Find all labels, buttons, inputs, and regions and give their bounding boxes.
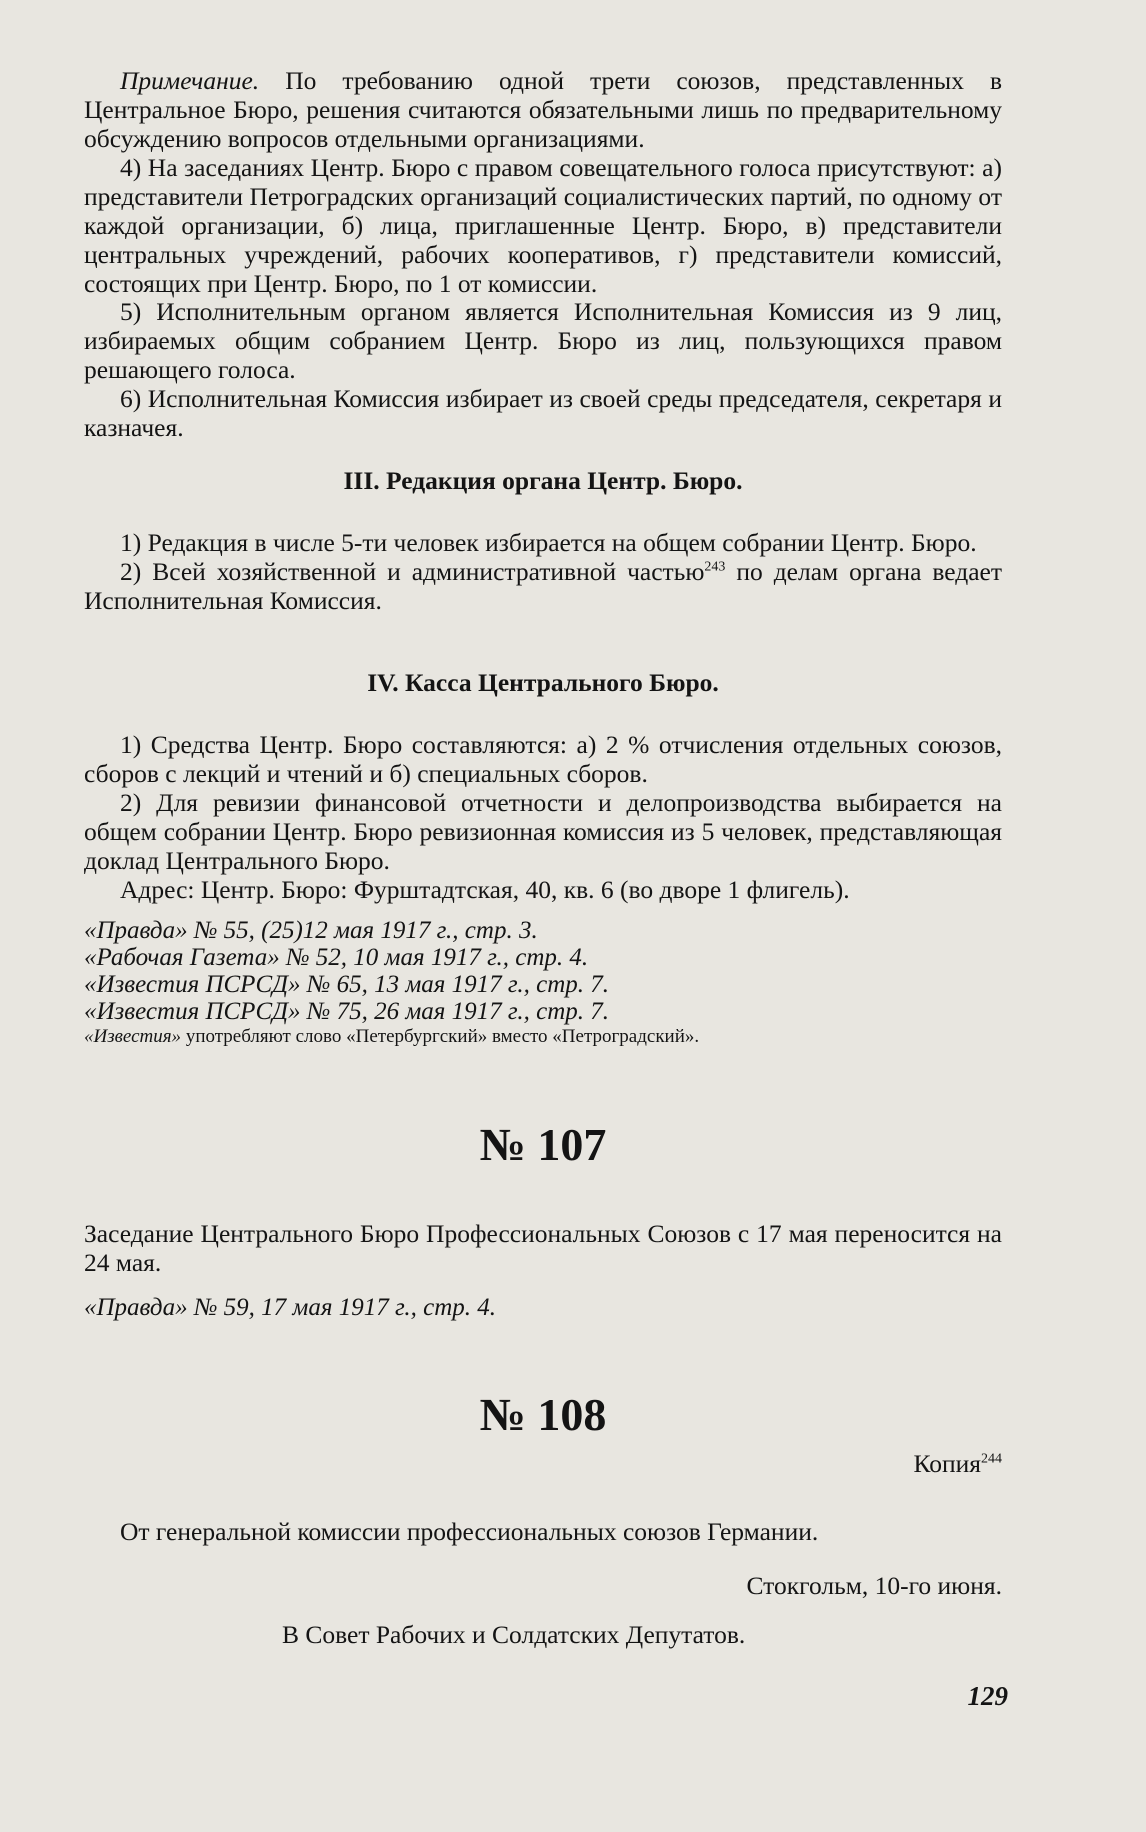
source-line: «Известия ПСРСД» № 65, 13 мая 1917 г., стр. 7. bbox=[84, 971, 609, 998]
place-date: Стокгольм, 10-го июня. bbox=[746, 1571, 1002, 1600]
source-line: «Известия ПСРСД» № 75, 26 мая 1917 г., стр. 7. bbox=[84, 998, 609, 1025]
source-line: «Правда» № 55, (25)12 мая 1917 г., стр. 3. bbox=[84, 917, 538, 944]
page-number: 129 bbox=[967, 1681, 1008, 1711]
doc-108-copy bbox=[84, 1449, 1002, 1478]
section-3-item-1: 1) Редакция в числе 5-ти человек избирается на общем собрании Центр. Бюро. bbox=[120, 528, 977, 557]
doc-107-text: Заседание Центрального Бюро Профессиональных Союзов с 17 мая переносится на 24 мая. bbox=[84, 1219, 1002, 1277]
item-6: 6) Исполнительная Комиссия избирает из своей среды председателя, секретаря и казначея. bbox=[84, 384, 1002, 442]
doc-108-place bbox=[84, 1571, 1002, 1600]
source-note: «Известия» употребляют слово «Петербургский» вместо «Петроградский». bbox=[84, 1026, 700, 1047]
section-3-body bbox=[84, 528, 1002, 615]
section-3-item-2: 2) Всей хозяйственной и административной частью$^{243}$ по делам органа ведает Исполнительная Комиссия. bbox=[84, 557, 1002, 615]
doc-107-source-line: «Правда» № 59, 17 мая 1917 г., стр. 4. bbox=[84, 1294, 497, 1321]
doc-107-body bbox=[84, 1219, 1002, 1277]
doc-108 bbox=[84, 1390, 1002, 1440]
address-line: Адрес: Центр. Бюро: Фурштадтская, 40, кв. 6 (во дворе 1 флигель). bbox=[120, 875, 850, 904]
doc-107-number: № 107 bbox=[479, 1119, 607, 1170]
item-4: 4) На заседаниях Центр. Бюро с правом совещательного голоса присутствуют: а) представители Петроградских организаций социалистических партий, по одному от каждой организации, б) лица, приглашенные Центр. Бюро, в) представители центральных учреждений, рабочих кооперативов, г) представители комиссий, состоящих при Центр. Бюро, по 1 от комиссии. bbox=[84, 153, 1002, 298]
sources-block bbox=[84, 917, 1002, 1049]
section-4-body bbox=[84, 730, 1002, 904]
section-4-item-1: 1) Средства Центр. Бюро составляются: а) 2 % отчисления отдельных союзов, сборов с лекций и чтений и б) специальных сборов. bbox=[84, 730, 1002, 788]
items-top-5 bbox=[84, 297, 1002, 384]
doc-107 bbox=[84, 1120, 1002, 1170]
section-4-item-2: 2) Для ревизии финансовой отчетности и делопроизводства выбирается на общем собрании Центр. Бюро ревизионная комиссия из 5 человек, представляющая доклад Центрального Бюро. bbox=[84, 788, 1002, 875]
doc-108-number: № 108 bbox=[479, 1389, 607, 1440]
item-5: 5) Исполнительным органом является Исполнительная Комиссия из 9 лиц, избираемых общим собранием Центр. Бюро из лиц, пользующихся правом решающего голоса. bbox=[84, 297, 1002, 384]
note-text: По требованию одной трети союзов, представленных в Центральное Бюро, решения считаются обязательными лишь по предварительному обсуждению вопросов отдельными организациями. bbox=[84, 66, 1002, 153]
note-block bbox=[84, 66, 1002, 153]
from-line: От генеральной комиссии профессиональных союзов Германии. bbox=[120, 1517, 819, 1546]
items-top bbox=[84, 153, 1002, 298]
note-paragraph bbox=[84, 66, 1002, 153]
doc-108-to bbox=[282, 1620, 922, 1649]
source-line: «Рабочая Газета» № 52, 10 мая 1917 г., стр. 4. bbox=[84, 944, 589, 971]
doc-107-source bbox=[84, 1294, 1002, 1321]
section-3 bbox=[84, 466, 1002, 495]
doc-108-from bbox=[84, 1517, 1002, 1546]
items-top-6 bbox=[84, 384, 1002, 442]
section-4-heading: IV. Касса Центрального Бюро. bbox=[367, 668, 719, 697]
note-label: Примечание. bbox=[120, 66, 260, 95]
addressee: В Совет Рабочих и Солдатских Депутатов. bbox=[282, 1620, 746, 1649]
footnote-ref-243: 243 bbox=[704, 559, 726, 575]
footnote-ref-244: 244 bbox=[981, 1451, 1002, 1467]
section-4 bbox=[84, 668, 1002, 697]
copy-label: Копия$^{244}$ bbox=[913, 1449, 1002, 1478]
section-3-heading: III. Редакция органа Центр. Бюро. bbox=[343, 466, 743, 495]
